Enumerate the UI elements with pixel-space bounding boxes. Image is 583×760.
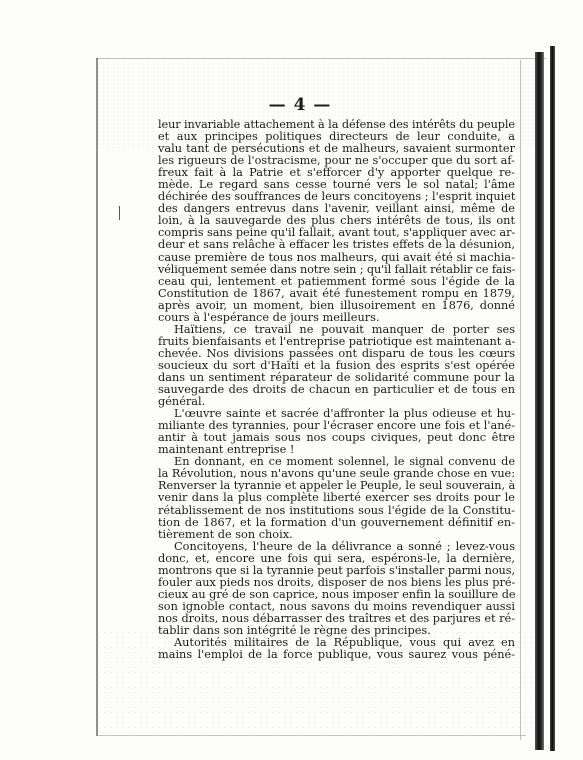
text-line: son ignoble contact, nous savons du moins revendiquer aussi	[158, 599, 515, 613]
paragraph	[158, 637, 515, 661]
page-edge-top	[96, 58, 546, 59]
text-line: Renverser la tyrannie et appeler le Peuple, le seul souverain, à	[158, 479, 516, 493]
text-line: nos droits, nous débarrasser des traîtres et des parjures et ré-	[158, 611, 515, 625]
text-line: et aux principes politiques directeurs de leur conduite, a	[158, 130, 515, 144]
text-line: maintenant entreprise !	[158, 443, 295, 457]
page-number: — 4 —	[268, 95, 332, 115]
text-line: miliante des tyrannies, pour l'écraser encore une fois et l'ané-	[158, 419, 515, 433]
text-line: L'œuvre sainte et sacrée d'affronter la plus odieuse et hu-	[174, 407, 515, 421]
paragraph	[158, 408, 515, 456]
paragraph	[158, 324, 515, 408]
text-line: Autorités militaires de la République, vous qui avez en	[174, 636, 515, 650]
text-line: après avoir, un moment, bien illusoirement en 1876, donné	[158, 298, 515, 312]
text-line: valu tant de persécutions et de malheurs, savaient surmonter	[158, 142, 515, 156]
text-line: ceau qui, lentement et patiemment formé sous l'égide de la	[158, 274, 515, 288]
margin-mark	[119, 206, 120, 220]
text-line: dans un sentiment réparateur de solidarité commune pour la	[158, 370, 515, 384]
text-line: tièrement de son choix.	[158, 527, 293, 541]
text-line: chevée. Nos divisions passées ont disparu de tous les cœurs	[158, 346, 515, 360]
text-line: venir dans la plus complète liberté exercer ses droits pour le	[158, 491, 515, 505]
text-line: deur et sans relâche à effacer les tristes effets de la désunion,	[158, 238, 515, 252]
page-edge-left	[96, 58, 98, 736]
text-line: déchirée des souffrances de leurs concitoyens ; l'esprit inquiet	[158, 190, 516, 204]
text-line: En donnant, en ce moment solennel, le signal convenu de	[174, 455, 515, 469]
text-line: leur invariable attachement à la défense des intérêts du peuple	[158, 118, 515, 131]
text-line: mède. Le regard sans cesse tourné vers le sol natal; l'âme	[158, 178, 515, 192]
text-line: compris sans peine qu'il fallait, avant tout, s'appliquer avec ar-	[158, 226, 516, 240]
text-line: la Révolution, nous n'avons qu'une seule grande chose en vue:	[158, 467, 515, 481]
binding-shadow	[520, 60, 521, 740]
text-line: fouler aux pieds nos droits, disposer de nos biens les plus pré-	[158, 575, 516, 589]
text-line: Constitution de 1867, avait été funestement rompu en 1879,	[158, 286, 515, 300]
page-edge-bottom	[96, 735, 526, 736]
body-text	[158, 119, 515, 661]
text-line: loin, à la sauvegarde des plus chers intérêts de tous, ils ont	[158, 214, 515, 228]
paragraph	[158, 119, 515, 324]
text-line: sauvegarde des droits de chacun en particulier et de tous en	[158, 383, 515, 397]
binding-edge	[550, 46, 555, 751]
text-line: tablir dans son intégrité le règne des principes.	[158, 623, 431, 637]
text-line: les rigueurs de l'ostracisme, pour ne s'occuper que du sort af-	[158, 154, 515, 168]
text-line: Concitoyens, l'heure de la délivrance a sonné ; levez-vous	[174, 539, 515, 553]
text-line: mains l'emploi de la force publique, vous saurez vous péné-	[158, 648, 515, 662]
paragraph	[158, 456, 515, 540]
text-line: cieux au gré de son caprice, nous imposer enfin la souillure de	[158, 587, 516, 601]
text-line: des dangers entrevus dans l'avenir, veillant ainsi, même de	[158, 202, 515, 216]
text-line: freux fait à la Patrie et s'efforcer d'y apporter quelque re-	[158, 166, 515, 180]
paragraph	[158, 541, 515, 637]
text-line: général.	[158, 395, 206, 409]
text-line: fruits bienfaisants et l'entreprise patriotique est maintenant a-	[158, 334, 516, 348]
text-line: tion de 1867, et la formation d'un gouvernement définitif en-	[158, 515, 515, 529]
text-line: Haïtiens, ce travail ne pouvait manquer de porter ses	[174, 322, 515, 336]
text-line: soucieux du sort d'Haïti et la fusion des esprits s'est opérée	[158, 358, 515, 372]
text-line: antir à tout jamais sous nos coups civiques, peut donc être	[158, 431, 515, 445]
binding-spine	[535, 52, 544, 750]
text-line: rétablissement de nos institutions sous l'égide de la Constitu-	[158, 503, 515, 517]
text-line: donc, et, encore une fois qui sera, espérons-le, la dernière,	[158, 551, 515, 565]
text-line: montrons que si la tyrannie peut parfois s'installer parmi nous,	[158, 563, 515, 577]
text-line: cours à l'espérance de jours meilleurs.	[158, 310, 380, 324]
text-line: véliquement semée dans notre sein ; qu'il fallait rétablir ce fais-	[158, 262, 516, 276]
text-line: cause première de tous nos malheurs, qui avait été si machia-	[158, 250, 515, 264]
